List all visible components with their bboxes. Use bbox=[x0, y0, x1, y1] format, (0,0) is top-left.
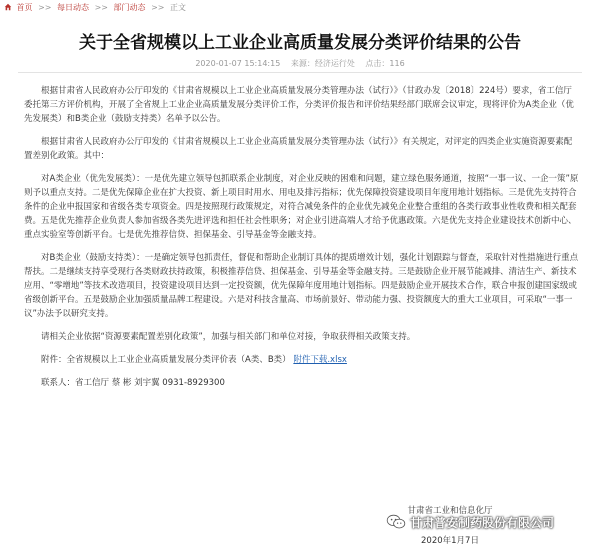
signature-organization: 甘肃省工业和信息化厅 bbox=[407, 506, 493, 516]
article-source: 来源：经济运行处 bbox=[290, 59, 355, 68]
breadcrumb-department-link[interactable]: 部门动态 bbox=[113, 3, 146, 12]
article-title: 关于全省规模以上工业企业高质量发展分类评价结果的公告 bbox=[79, 33, 521, 53]
article-hits: 点击：116 bbox=[365, 59, 405, 68]
home-icon bbox=[4, 3, 12, 11]
breadcrumb-current: 正文 bbox=[170, 3, 187, 12]
attachment-download-link[interactable]: 附件下载.xlsx bbox=[293, 355, 347, 365]
wechat-icon bbox=[386, 514, 406, 530]
signature-date: 2020年1月7日 bbox=[421, 536, 479, 546]
article-paragraph: 根据甘肃省人民政府办公厅印发的《甘肃省规模以上工业企业高质量发展分类管理办法（试行）》（甘政办发〔2018〕224号）要求，省工信厅委托第三方评价机构，开展了全省规上工业企业高质量发展分类评价工作，分类评价报告和评价结果经部门联席会议审定，现将评价为A类企业（优先发展类）和B类企业（鼓励支持类）名单予以公告。 bbox=[24, 86, 574, 124]
wechat-watermark bbox=[386, 512, 554, 532]
article-paragraph: 请相关企业依据“资源要素配置差别化政策”，加强与相关部门和单位对接，争取获得相关政策支持。 bbox=[41, 332, 416, 342]
breadcrumb-separator: >> bbox=[38, 3, 52, 12]
attachment-label: 附件：全省规模以上工业企业高质量发展分类评价表（A类、B类） bbox=[41, 355, 291, 365]
article-meta bbox=[0, 58, 600, 69]
breadcrumb-separator: >> bbox=[94, 3, 108, 12]
breadcrumb-separator: >> bbox=[151, 3, 165, 12]
watermark-text: 甘肃普安制药股份有限公司 bbox=[410, 515, 555, 530]
breadcrumb bbox=[4, 1, 186, 15]
title-divider bbox=[18, 72, 582, 73]
article-paragraph: 对A类企业（优先发展类）：一是优先建立领导包抓联系企业制度，对企业反映的困难和问题，建立绿色服务通道，按照“一事一议、一企一策”原则予以重点支持。二是优先保障企业在扩大投资、新上项目时用水、用电及排污指标；优先保障投资建设项目年度用地计划指标。三是优先支持符合条件的企业申报国家和省级各类专项资金。四是按照现行政策规定，对符合减免条件的企业优先减免企业整合重组的各类行政事业性收费和相关配套费。五是优先推荐企业负责人参加省级各类先进评选和担任社会性职务；对企业引进高端人才给予优惠政策。六是优先支持企业建设技术创新中心、重点实验室等创新平台。七是优先推荐信贷、担保基金、引导基金等金融支持。 bbox=[24, 174, 579, 240]
article-date: 2020-01-07 15:14:15 bbox=[195, 59, 281, 68]
attachment-line bbox=[24, 353, 580, 367]
article-paragraph: 对B类企业（鼓励支持类）：一是确定领导包抓责任，督促和帮助企业制订具体的提质增效计划，强化计划跟踪与督查，采取针对性措施进行重点帮扶。二是继续支持享受现行各类财政扶持政策，积极推荐信贷、担保基金、引导基金等金融支持。三是鼓励企业开展节能减排、清洁生产、新技术应用、“零增地”等技术改造项目，投资建设项目达到一定投资额，优先保障年度用地计划指标。四是鼓励企业开展技术合作，联合申报创建国家级或省级创新平台。五是鼓励企业加强质量品牌工程建设。六是对科技含量高、市场前景好、带动能力强、投资额度大的重大工业项目，可采取“一事一议”办法予以研究支持。 bbox=[24, 253, 579, 319]
contact-line: 联系人：省工信厅 蔡 彬 刘宇翼 0931-8929300 bbox=[41, 378, 225, 388]
breadcrumb-daily-link[interactable]: 每日动态 bbox=[57, 3, 90, 12]
article-paragraph: 根据甘肃省人民政府办公厅印发的《甘肃省规模以上工业企业高质量发展分类管理办法（试行）》有关规定，对评定的四类企业实施资源要素配置差别化政策。其中： bbox=[24, 137, 573, 161]
article-body bbox=[24, 84, 580, 399]
breadcrumb-home-link[interactable]: 首页 bbox=[16, 3, 33, 12]
